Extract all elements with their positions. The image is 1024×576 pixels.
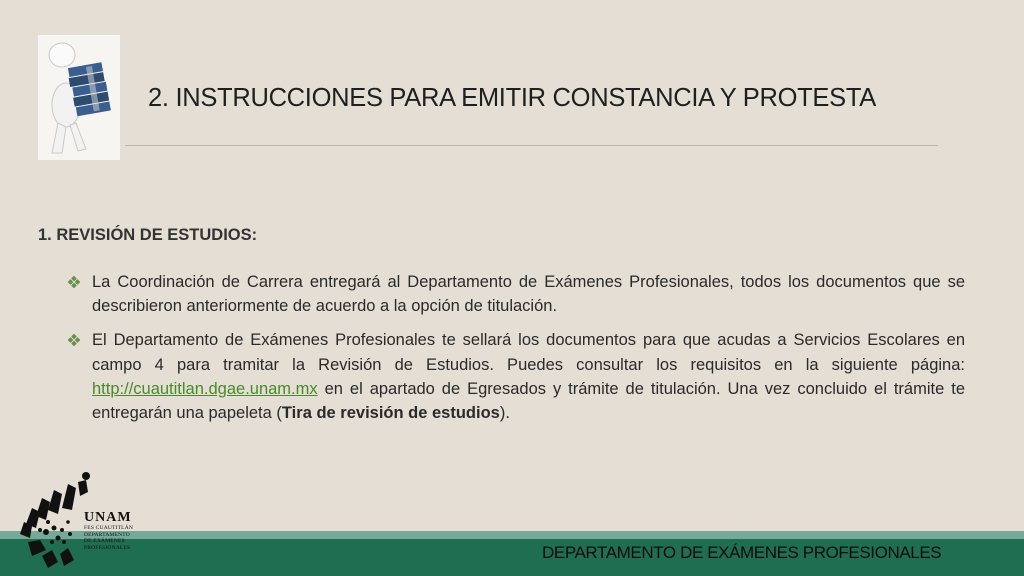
diamond-bullet-icon: [68, 334, 80, 346]
bullet-text: La Coordinación de Carrera entregará al Departamento de Exámenes Profesionales, todos los documentos que se describieron anteriormente de acuerdo a la opción de titulación.: [92, 273, 965, 316]
bullet-text: en el apartado de Egresados y trámite de titulación. Una vez concluido el trámite te entregarán una papeleta (: [92, 379, 965, 423]
title-divider: [125, 145, 938, 146]
bullet-text: El Departamento de Exámenes Profesionales te sellará los documentos para que acudas a Servicios Escolares en campo 4 para tramitar la Revisión de Estudios. Puedes consultar los requisitos en la siguiente página:: [92, 331, 965, 374]
logo-line: DEPARTAMENTO: [84, 531, 130, 538]
instruction-list: [68, 270, 965, 435]
logo-line: PROFESIONALES: [84, 544, 131, 551]
cuautitlan-link[interactable]: http://cuautitlan.dgae.unam.mx: [92, 379, 318, 398]
list-item: [68, 328, 965, 425]
bold-text: Tira de revisión de estudios: [281, 404, 500, 423]
section-heading: 1. REVISIÓN DE ESTUDIOS:: [38, 226, 258, 244]
logo-text: [84, 511, 133, 551]
page-title: 2. INSTRUCCIONES PARA EMITIR CONSTANCIA Y PROTESTA: [148, 84, 876, 112]
list-item: [68, 270, 965, 318]
logo-name: UNAM: [84, 510, 132, 525]
footer-band-light: [0, 531, 1024, 539]
bullet-text: ).: [499, 404, 510, 423]
logo-line: DE EXÁMENES: [84, 538, 125, 544]
footer-department-name: DEPARTAMENTO DE EXÁMENES PROFESIONALES: [542, 543, 942, 562]
diamond-bullet-icon: [68, 276, 80, 288]
logo-line: FES CUAUTITLÁN: [84, 525, 134, 531]
binder-figure-illustration: [38, 35, 120, 160]
